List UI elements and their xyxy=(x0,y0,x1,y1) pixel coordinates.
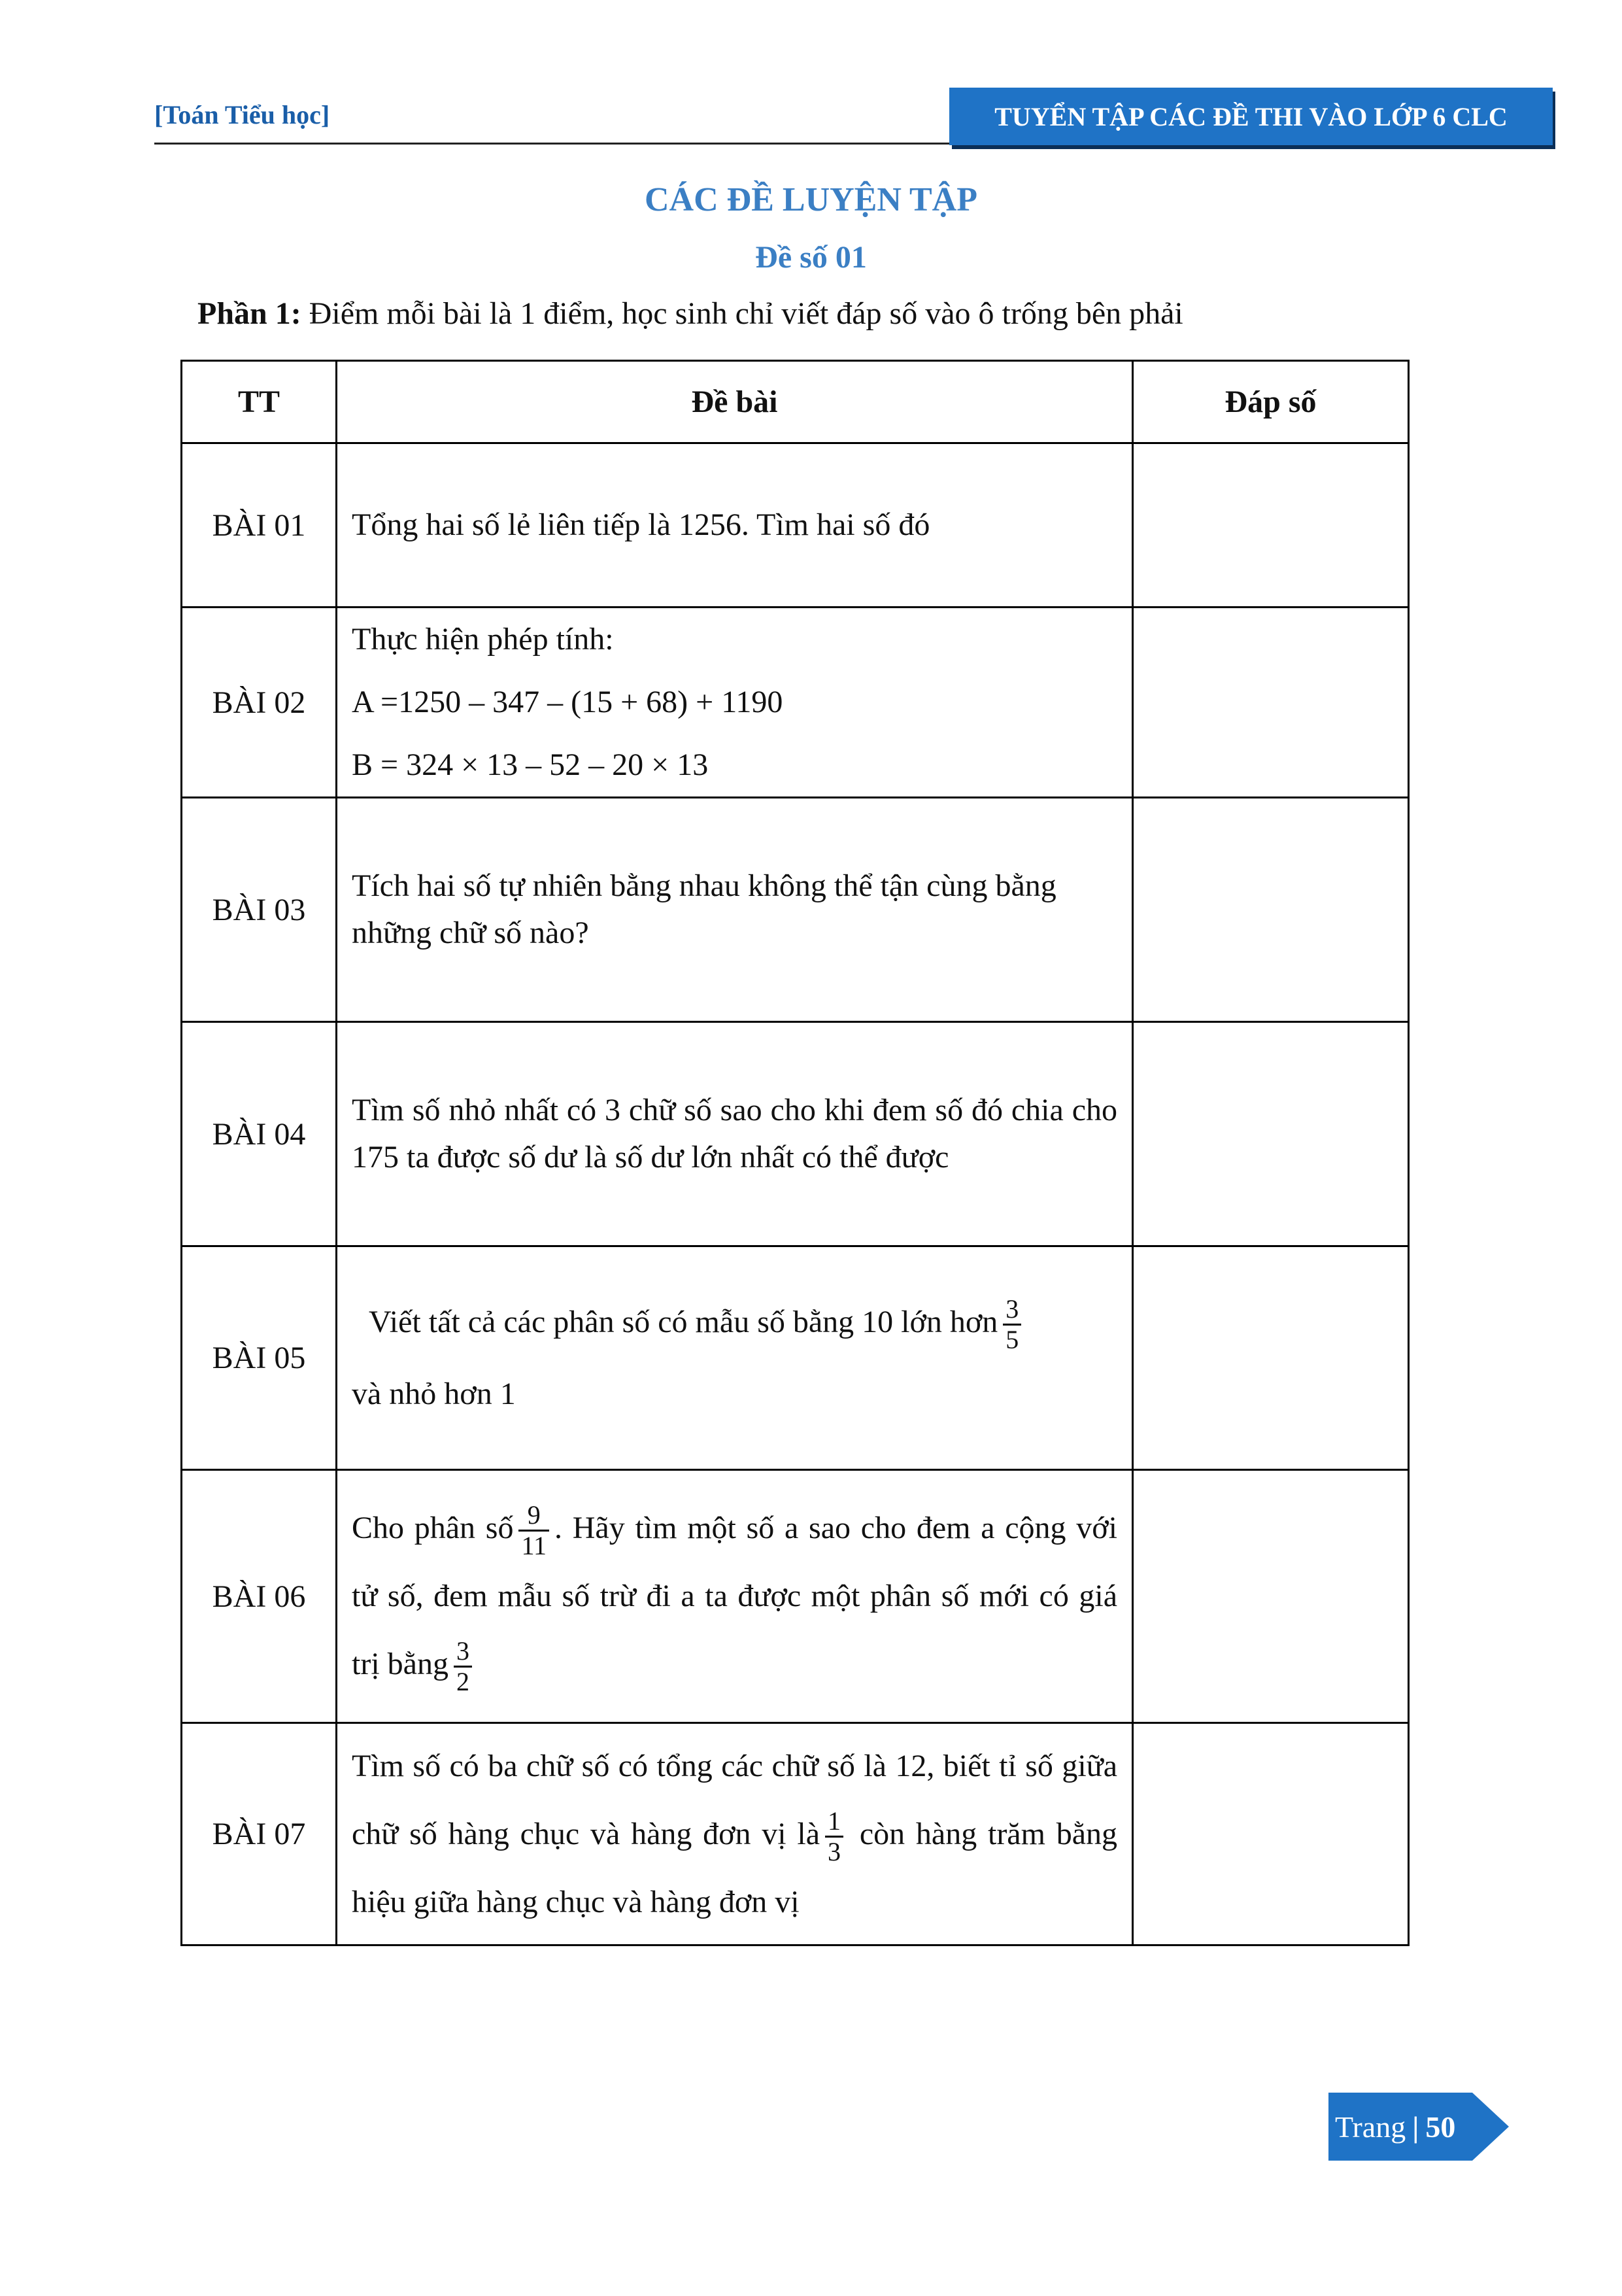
header-dap-so: Đáp số xyxy=(1133,361,1409,443)
page-number-badge xyxy=(1328,2093,1472,2161)
table-row xyxy=(182,1723,1409,1945)
page-badge-arrow-icon xyxy=(1472,2093,1509,2161)
question-line: và nhỏ hơn 1 xyxy=(352,1376,516,1411)
answer-cell[interactable] xyxy=(1133,798,1409,1022)
fraction xyxy=(454,1637,472,1696)
table-row xyxy=(182,1246,1409,1470)
row-id: BÀI 05 xyxy=(182,1246,337,1470)
question-line: A =1250 – 347 – (15 + 68) + 1190 xyxy=(352,685,783,719)
question-text: Tìm số có ba chữ số có tổng các chữ số là 12, biết tỉ số giữa chữ số hàng chục và hàng đơn vị là xyxy=(352,1748,1117,1851)
fraction-numerator: 1 xyxy=(825,1807,843,1838)
answer-cell[interactable] xyxy=(1133,443,1409,608)
fraction-denominator: 5 xyxy=(1005,1324,1019,1354)
part-instruction xyxy=(197,296,1183,332)
header-divider xyxy=(154,143,949,145)
header-left-label: [Toán Tiểu học] xyxy=(154,100,330,129)
page-subtitle: Đề số 01 xyxy=(755,240,867,275)
answer-cell[interactable] xyxy=(1133,1022,1409,1246)
fraction xyxy=(825,1807,843,1866)
question-text: Viết tất cả các phân số có mẫu số bằng 10 lớn hơn xyxy=(369,1304,998,1339)
question-text: Cho phân số xyxy=(352,1511,514,1545)
page-title: CÁC ĐỀ LUYỆN TẬP xyxy=(645,181,977,218)
question-line: B = 324 × 13 – 52 – 20 × 13 xyxy=(352,747,709,782)
row-question xyxy=(337,1470,1133,1723)
part-label: Phần 1: xyxy=(197,296,301,331)
row-id: BÀI 02 xyxy=(182,608,337,798)
row-id: BÀI 01 xyxy=(182,443,337,608)
question-line xyxy=(352,1286,1117,1358)
answer-cell[interactable] xyxy=(1133,608,1409,798)
question-text: còn hàng trăm bằng hiệu giữa hàng chục và hàng đơn vị xyxy=(352,1816,1118,1919)
table-row xyxy=(182,1470,1409,1723)
row-question: Tích hai số tự nhiên bằng nhau không thể tận cùng bằng những chữ số nào? xyxy=(337,798,1133,1022)
fraction-denominator: 11 xyxy=(521,1531,547,1561)
fraction-denominator: 2 xyxy=(456,1667,469,1697)
page-label: Trang xyxy=(1335,2110,1406,2144)
header-tt: TT xyxy=(182,361,337,443)
row-question xyxy=(337,1723,1133,1945)
question-line: Thực hiện phép tính: xyxy=(352,622,614,657)
fraction-denominator: 3 xyxy=(828,1836,841,1866)
header-de-bai: Đề bài xyxy=(337,361,1133,443)
page-separator: | xyxy=(1412,2110,1419,2144)
table-header-row xyxy=(182,361,1409,443)
table-row xyxy=(182,798,1409,1022)
table-row xyxy=(182,608,1409,798)
answer-cell[interactable] xyxy=(1133,1470,1409,1723)
page-number: 50 xyxy=(1425,2110,1456,2144)
row-id: BÀI 03 xyxy=(182,798,337,1022)
table-row xyxy=(182,1022,1409,1246)
header-right-banner: TUYỂN TẬP CÁC ĐỀ THI VÀO LỚP 6 CLC xyxy=(949,88,1553,145)
part-text: Điểm mỗi bài là 1 điểm, học sinh chỉ viết đáp số vào ô trống bên phải xyxy=(301,296,1183,331)
table-row xyxy=(182,443,1409,608)
row-question xyxy=(337,1246,1133,1470)
row-id: BÀI 07 xyxy=(182,1723,337,1945)
fraction xyxy=(518,1501,549,1560)
answer-cell[interactable] xyxy=(1133,1723,1409,1945)
answer-cell[interactable] xyxy=(1133,1246,1409,1470)
fraction-numerator: 3 xyxy=(454,1637,472,1668)
fraction-numerator: 3 xyxy=(1003,1295,1021,1326)
fraction xyxy=(1003,1295,1021,1354)
fraction-numerator: 9 xyxy=(518,1501,549,1532)
row-id: BÀI 06 xyxy=(182,1470,337,1723)
row-question xyxy=(337,608,1133,798)
row-id: BÀI 04 xyxy=(182,1022,337,1246)
row-question: Tìm số nhỏ nhất có 3 chữ số sao cho khi đem số đó chia cho 175 ta được số dư là số dư lớn nhất có thể được xyxy=(337,1022,1133,1246)
row-question: Tổng hai số lẻ liên tiếp là 1256. Tìm hai số đó xyxy=(337,443,1133,608)
exercise-table xyxy=(180,360,1410,1946)
question-text: . Hãy tìm một số a sao cho đem a cộng với tử số, đem mẫu số trừ đi a ta được một phân số mới có giá trị bằng xyxy=(352,1511,1118,1681)
